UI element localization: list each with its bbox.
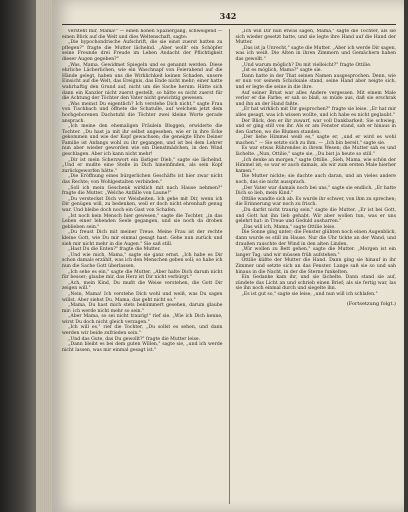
paragraph: „Ist noch kein Mensch hier gewesen," sagte die Tochter, „in das Leben einer lebenden Seele gegangen, und sie noch da droben geblieben sein." — [62, 213, 223, 230]
paragraph: „Soll ich mein Geschenk wirklich mit nach Hause nehmen?" fragte die Mutter. „Welche Anfälle von Laune!" — [62, 185, 223, 197]
paragraph: „Und warum möglich? Du mit vielleicht?" fragte Ottilie. — [241, 62, 372, 68]
paragraph: „Ist es möglich, Mama?" sagte sie. — [241, 68, 322, 74]
paragraph: „Du darfst nicht traurig sein," sagte die Mutter. „Er ist bei Gott, und Gott hat ihn lieb gehabt. Wir aber wollen tun, was er uns gelehrt hat: in Treue und Geduld ausharren." — [235, 208, 396, 225]
paragraph: Der Blick, den er ihr zuwarf, war voll Dankbarkeit. Sie schwieg, und er ging still von ihr. Als er am Fenster stand, sah er hinaus in den Garten, wo die Blumen standen. — [235, 118, 396, 135]
book-page — [52, 0, 404, 512]
paragraph: „Die Eröffnung eines bürgerlichen Geschäfts ist hier zwar nicht das Rechte; von Wohlgestalten verbinden." — [62, 174, 223, 186]
paragraph: „Was, Mama. Gewidmet Spiegeln und es genannt werden. Diese ehrliche Lächerlichen, wie ein Waschnapf von Feierabend auf die Hände gelegt, haben uns die Wirklichkeit keinen Schaden, unsere Einsicht auf die Welt, das Ereignis, das Ende nicht mehr; einer hatte wahrhaftig den Grund auf, nicht um die Sache herum. Hätte sich dann ein Kanzler nicht zuerst gestellt, so hätte es nicht zuerst für die Achtung der Töchter den Vater nicht gewichtig gewesen. — [62, 62, 223, 102]
left-column — [62, 29, 230, 504]
paragraph: „Das will ich, Mama," sagte Ottilie leise. — [241, 224, 336, 230]
paragraph: „Wir wollen zu Bett gehen," sagte die Mutter. „Morgen ist ein langer Tag, und wir müssen früh aufstehen." — [235, 247, 396, 258]
paragraph: „Es ist gut so," sagte sie leise, „und nun will ich schlafen." — [241, 291, 378, 297]
paragraph: Die Sonne ging unter; die Fenster glühten noch einen Augenblick, dann wurde es still im Hause. Nur die Uhr tickte an der Wand, und draußen rauschte der Wind in den alten Linden. — [235, 230, 396, 247]
paragraph: „Dir ist mein Scherzwort ein lästiger Dieb," sagte sie lächelnd. „Und er mußte eine Stelle in Dich hineinfinden, als sein Kopf zurückgeworfen hätte." — [62, 157, 223, 174]
paragraph: Dann hatte in der That seinen Namen ausgesprochen. Denn, wie er nun vor seinem Schicksale stand, seine Hand aber neigte sich, und er legte die seine in die ihre. — [235, 73, 396, 90]
paragraph: versteht mir, Mama!" — einen hohen Spaziergang, schweigend — einen Blick auf die Welt und dies Weltenschaft, sagte: — [62, 29, 223, 40]
header-rule — [62, 24, 396, 25]
continuation-note: (Fortsetzung folgt.) — [346, 300, 396, 307]
paragraph: Es war etwas Rührendes in ihrem Wesen; die Mutter sah es und lächelte. „Nun, Ottilie," sagte sie, „Du bist ja heute so still." — [235, 146, 396, 158]
paragraph: „Dann bleibt es bei dem guten Willen," sagte sie, „und ich werde nicht lassen, was mir einmal gesagt ist." — [62, 342, 223, 353]
paragraph: „Was meinst Du eigentlich? Ich verstehe Dich nicht," sagte Frau von Tischbach und öffnete die Schatulle, auf welchem jetzt dem hochgeborenen Dachstuhl die Töchter zwei kleine Worte gerade ansprach. — [62, 101, 223, 124]
paragraph: „Und wie mich, Mama," sagte sie ganz ernst. „Ich habe es Dir schon damals erzählt, was ich den Menschen geben soll; so habe ich nun die Sache Gott überlassen. — [62, 252, 223, 269]
right-column-body — [236, 29, 397, 298]
paragraph: „Ich sehe es ein," sagte die Mutter. „Aber halte Dich darum nicht für besser; glaube mir, das Herz ist Dir nicht verbürgt." — [62, 269, 223, 281]
paragraph: Auf seiner Brust war alles Andere vergessen. Mit einem Male verlor er die Farbe; er sah so blaß, so müde aus, daß sie erschrak und ihn an der Hand faßte. — [235, 90, 396, 107]
text-columns — [62, 29, 396, 504]
paragraph: „Du freust Dich mit meiner Treue. Meine Frau ist der rechte kleine Gott, wie Du mir einmal gesagt hast. Gehe nun zurück und sieh mir nicht mehr in die Augen." Sie saß still. — [62, 230, 223, 247]
paragraph: „Ich denke an morgen," sagte Ottilie. „Sieh, Mama, wie schön der Himmel ist; so war er auch damals, als wir zum ersten Male hierher kamen." — [235, 157, 396, 174]
paragraph: „Aber Mama, so sei nicht traurig!" rief sie. „Wie ich Dich kenne, wirst Du doch nicht gleich verzagen." — [62, 314, 223, 325]
paragraph: „Ich will Dir nun etwas sagen, Mama," sagte die Tochter, als sie sich wieder gesetzt hatte, und sie legte ihre Hand auf die Hand der Mutter. — [235, 29, 396, 46]
paragraph: „Die hypochondrische Aufschrift, die sie einst zuerst hatten zu pflegen?" fragte die Mutter lächelnd. „Aber wollt' ein Schöpfer seine Freunde drei Freude im Leben Andacht der Pflichtigkeit dieser Augen gegeben?" — [62, 40, 223, 62]
paragraph: „Er hat wirklich mit Dir gesprochen?" fragte sie leise. „Er hat mir alles gesagt, was ich wissen wollte, und ich habe es nicht geglaubt." — [235, 107, 396, 118]
paragraph: „Der liebe Himmel weiß es," sagte er, „und er wird es wohl machen." — Sie setzte sich zu ihm. — „Ich bin bereit," sagte sie. — [235, 135, 396, 146]
page-number: 342 — [219, 11, 237, 21]
paragraph: „Der Vater war damals noch bei uns," sagte sie endlich. „Er hatte Dich so lieb, mein Kind." — [235, 185, 396, 197]
paragraph: „Mama, Du hast mich stets bekümmert gesehen, darum glaube mir: ich werde nicht mehr so sein." — [62, 303, 223, 314]
paragraph: „Nein, Mama! Ich verstehe Dich wohl und weiß, was Du sagen willst. Aber siehst Du, Mama, das geht nicht so." — [62, 291, 223, 303]
paragraph: Die Mutter nickte; sie dachte auch daran, und an vieles andere noch, das sie nicht aussprach. — [235, 174, 396, 186]
paragraph: „Hast Du die Enten?" fragte die Mutter. — [68, 247, 161, 253]
right-column — [230, 29, 397, 504]
paragraph: Ottilie wandte sich ab. Es wurde ihr schwer, von ihm zu sprechen; die Erinnerung war noch zu frisch. — [235, 196, 396, 208]
paragraph: „Und das Gute, das Du gewollt?" fragte die Mutter leise. — [68, 336, 201, 342]
paragraph: „Ach, mein Kind, Du mußt die Weise verstehen, die Gott Dir zeigen will." — [62, 280, 223, 292]
paragraph: „Das ist ja Unrecht," sagte die Mutter. „Aber ich werde Dir sagen, was ich weiß. Die Alten in ihren Zimmern und Gemächern haben das gewollt." — [235, 45, 396, 62]
paragraph: Ottilie küßte der Mutter die Hand. Dann ging sie hinauf in ihr Zimmer und setzte sich an das Fenster. Lange saß sie so und sah hinaus in die Nacht, in der die Sterne funkelten. — [235, 258, 396, 275]
paragraph: „Ich meine den ehemaligen Fräulein Bloggen, erwiderte die Tochter. „Du hast ja mit ihr selbst angesehen, wie er in ihre Ecke gekommen und wie der Kopf gewachsen; die geneigte Ehre Deiner Familie ist Anfangs wohl zu ihr gegangen, und ist bei dem Lehrer nun aber wieder geworden wie ein Dienstmädchen, in den Wind geschlagen. Aber ich kann nicht mehr! — [62, 124, 223, 158]
paragraph: „Du versteckst Dich vor Weisheiten. Ich gehe mit Dir, wenn ich Dir genügen will, zu bedenken, weil er doch nicht ehrenhaft genug war. Und bleibe doch noch ein Gast von Schafen. — [62, 196, 223, 213]
paragraph: „Ich will es," rief die Tochter, „Du sollst es sehen, und dann werden wir beide zufrieden sein." — [62, 325, 223, 337]
paragraph: Ein Gedanke kam ihr, und sie lächelte. Dann stand sie auf, zündete das Licht an und schrieb einen Brief; als sie fertig war, las sie ihn noch einmal durch und siegelte ihn. — [235, 275, 396, 292]
